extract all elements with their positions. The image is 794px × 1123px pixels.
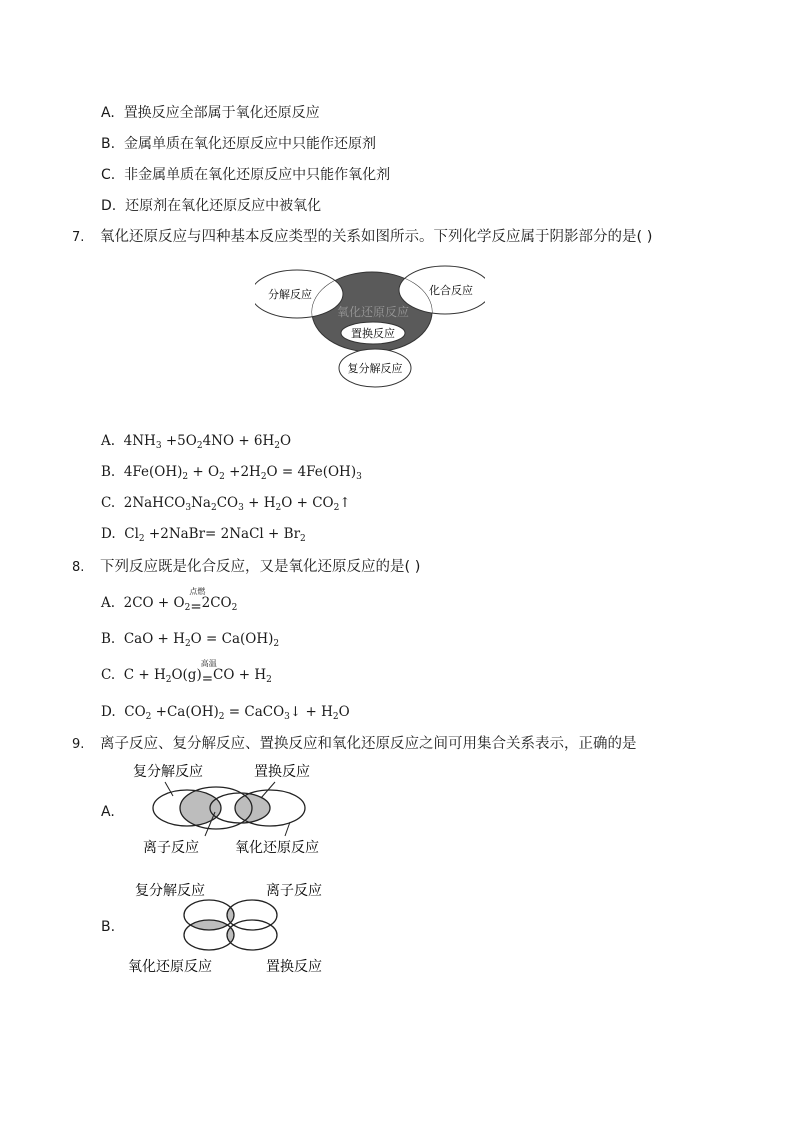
reaction-condition: 点燃: [189, 587, 206, 596]
question-number: 9.: [72, 737, 85, 752]
combination-label: 化合反应: [429, 284, 473, 297]
label-ion-reaction: 离子反应: [266, 883, 322, 899]
question-stem: 离子反应、复分解反应、置换反应和氧化还原反应之间可用集合关系表示，正确的是: [100, 736, 637, 752]
label-redox: 氧化还原反应: [235, 840, 319, 856]
equation: $CO_2 +Ca(OH)_2$ = CaCO$_3$↓ + $H_2O$: [124, 704, 350, 722]
label-double-decomposition: 复分解反应: [133, 764, 203, 780]
q6-option-b: B. 金属单质在氧化还原反应中只能作还原剂: [101, 136, 376, 152]
q7-option-b: B. $4Fe(OH)_2 + O_2 +2H_2O = 4Fe(OH)_3$: [101, 464, 362, 482]
q8-option-c: C. $C + H_2O(g)$ 高温 $=CO + H_2$: [101, 659, 272, 687]
equation: $4NH_3 +5O_24NO + 6H_2O$: [123, 433, 292, 451]
question-number: 7.: [72, 230, 85, 245]
q8-option-b: B. CaO + $H_2O = Ca(OH)_2$: [101, 631, 280, 649]
label-redox: 氧化还原反应: [128, 959, 212, 975]
label-ion-reaction: 离子反应: [143, 840, 199, 856]
q6-option-a: A. 置换反应全部属于氧化还原反应: [101, 105, 320, 121]
equation: $2NaHCO_3Na_2CO_3 + H_2O$ + $CO_2↑$: [123, 495, 351, 513]
q7-option-c: C. $2NaHCO_3Na_2CO_3 + H_2O$ + $CO_2↑$: [101, 495, 351, 513]
equation: CaO + $H_2O = Ca(OH)_2$: [123, 631, 280, 649]
q8-option-a: A. $2CO + O_2$ 点燃 $=2CO_2$: [101, 587, 238, 615]
q9-option-b-diagram: [120, 878, 350, 978]
equation: $2CO + O_2$ 点燃 $=2CO_2$: [123, 587, 238, 615]
label-double-decomposition: 复分解反应: [135, 883, 205, 899]
redox-label: 氧化还原反应: [336, 305, 410, 319]
q7-option-a: A. $4NH_3 +5O_24NO + 6H_2O$: [101, 433, 292, 451]
q9-option-a-letter: A.: [101, 804, 115, 820]
double-decomposition-label: 复分解反应: [347, 362, 403, 375]
label-displacement: 置换反应: [266, 959, 322, 975]
displacement-label: 置换反应: [351, 327, 395, 340]
q7-option-d: D. $Cl_2$ +2NaBr= 2NaCl + $Br_2$: [101, 526, 306, 544]
q6-option-d: D. 还原剂在氧化还原反应中被氧化: [101, 198, 322, 214]
equation: $C + H_2O(g)$ 高温 $=CO + H_2$: [123, 659, 272, 687]
q9-option-b-letter: B.: [101, 919, 116, 935]
q9-option-a-diagram: [125, 760, 355, 860]
redox-relationship-diagram: [255, 262, 485, 392]
question-number: 8.: [72, 560, 85, 575]
label-displacement: 置换反应: [254, 764, 310, 780]
question-stem: 氧化还原反应与四种基本反应类型的关系如图所示。下列化学反应属于阴影部分的是( ): [100, 229, 653, 245]
reaction-condition: 高温: [200, 659, 217, 668]
q6-option-c: C. 非金属单质在氧化还原反应中只能作氧化剂: [101, 167, 391, 183]
question-stem: 下列反应既是化合反应，又是氧化还原反应的是( ): [100, 559, 421, 575]
q8-option-d: D. $CO_2 +Ca(OH)_2$ = CaCO$_3$↓ + $H_2O$: [101, 704, 350, 722]
equation: $4Fe(OH)_2 + O_2 +2H_2O = 4Fe(OH)_3$: [123, 464, 362, 482]
decomposition-label: 分解反应: [268, 288, 312, 301]
equation: $Cl_2$ +2NaBr= 2NaCl + $Br_2$: [124, 526, 306, 544]
